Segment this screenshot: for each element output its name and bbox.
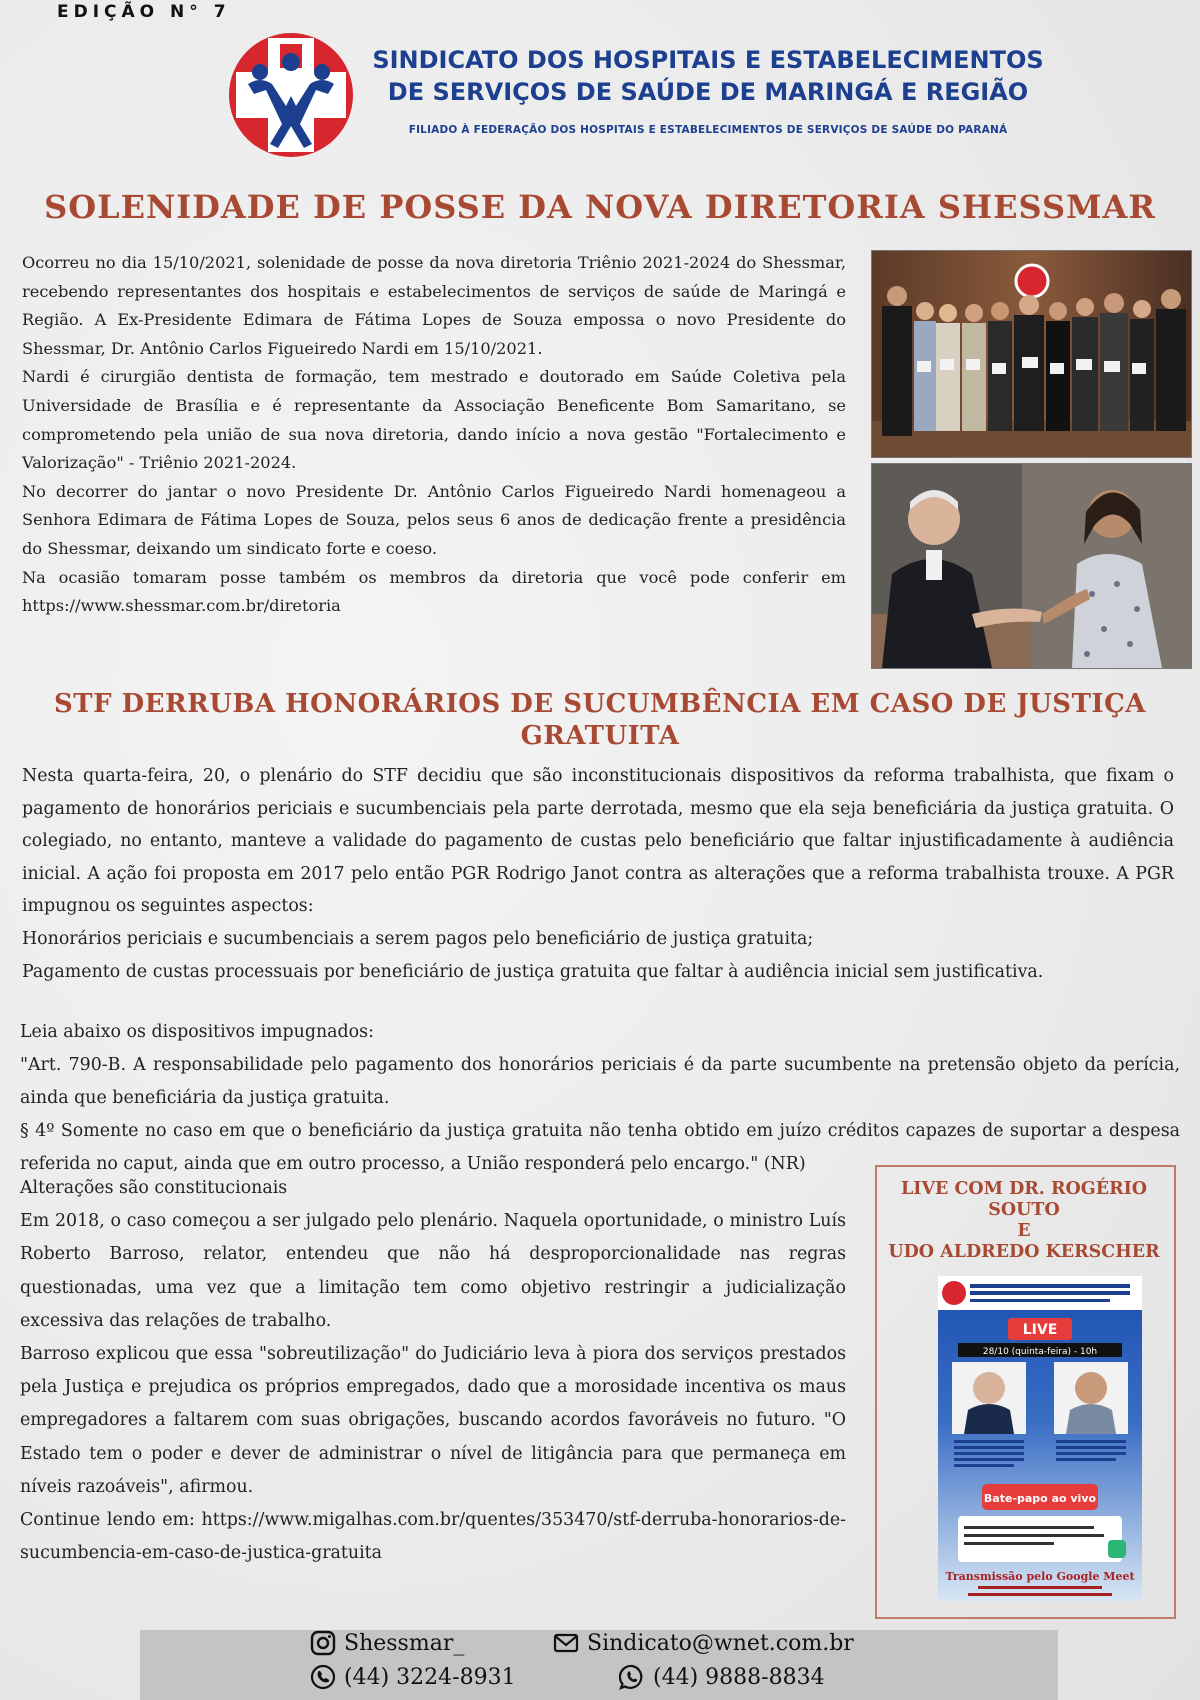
edition-label: EDIÇÃO N° 7 (57, 2, 231, 22)
mail-icon (553, 1630, 579, 1656)
email-contact[interactable] (553, 1630, 854, 1656)
article2-body-intro (22, 760, 1174, 988)
instagram-contact[interactable] (310, 1630, 464, 1656)
whatsapp-icon (619, 1664, 645, 1690)
article2-body-quote (20, 1016, 1180, 1181)
email-address: Sindicato@wnet.com.br (587, 1630, 854, 1656)
article2-paragraph: Em 2018, o caso começou a ser julgado pelo plenário. Naquela oportunidade, o ministro Luís Roberto Barroso, relator, entendeu que não há desproporcionalidade nas regras questionadas, uma vez que a limitação tem como objetivo restringir a judicialização excessiva das relações de trabalho. (20, 1211, 846, 1331)
live-title-line2: E (1017, 1221, 1031, 1241)
article1-title: SOLENIDADE DE POSSE DA NOVA DIRETORIA SHESSMAR (44, 188, 1156, 226)
live-poster[interactable] (938, 1276, 1142, 1601)
group-photo (871, 250, 1192, 458)
live-title-line1: LIVE COM DR. ROGÉRIO SOUTO (900, 1179, 1148, 1220)
article2-body-continued (20, 1172, 846, 1570)
article2-subheading: Alterações são constitucionais (20, 1178, 288, 1198)
poster-live-badge: LIVE (1022, 1322, 1058, 1338)
article1-paragraph: No decorrer do jantar o novo Presidente Dr. Antônio Carlos Figueiredo Nardi homenageou a Senhora Edimara de Fátima Lopes de Souza, pelos seus 6 anos de dedicação frente a presidência do Shessmar, deixando um sindicato forte e coeso. (22, 481, 846, 558)
org-affiliation: FILIADO À FEDERAÇÃO DOS HOSPITAIS E ESTABELECIMENTOS DE SERVIÇOS DE SAÚDE DO PARANÁ (408, 124, 1008, 136)
article2-paragraph: Pagamento de custas processuais por beneficiário de justiça gratuita que faltar à audiência inicial sem justificativa. (22, 961, 1044, 982)
handshake-photo (871, 463, 1192, 669)
article2-continue-link[interactable]: Continue lendo em: https://www.migalhas.com.br/quentes/353470/stf-derruba-honorarios-de-sucumbencia-em-caso-de-justica-gratuita (20, 1510, 846, 1564)
article2-title: STF DERRUBA HONORÁRIOS DE SUCUMBÊNCIA EM CASO DE JUSTIÇA GRATUITA (54, 689, 1146, 751)
org-name (358, 44, 1058, 108)
live-title-line3: UDO ALDREDO KERSCHER (888, 1242, 1160, 1262)
phone-number: (44) 3224-8931 (344, 1664, 516, 1690)
poster-date: 28/10 (quinta-feira) - 10h (982, 1347, 1098, 1357)
whatsapp-number: (44) 9888-8834 (653, 1664, 825, 1690)
article2-paragraph: Nesta quarta-feira, 20, o plenário do STF decidiu que são inconstitucionais dispositivos da reforma trabalhista, que fixam o pagamento de honorários periciais e sucumbenciais pela parte derrotada, mesmo que ela seja beneficiária da justiça gratuita. O colegiado, no entanto, manteve a validade do pagamento de custas pelo beneficiário que faltar injustificadamente à audiência inicial. A ação foi proposta em 2017 pelo então PGR Rodrigo Janot contra as alterações que a reforma trabalhista trouxe. A PGR impugnou os seguintes aspectos: (22, 766, 1174, 917)
instagram-icon (310, 1630, 336, 1656)
whatsapp-contact[interactable] (619, 1664, 825, 1690)
phone-icon (310, 1664, 336, 1690)
article2-paragraph: § 4º Somente no caso em que o beneficiário da justiça gratuita não tenha obtido em juízo créditos capazes de suportar a despesa referida no caput, ainda que em outro processo, a União responderá pelo encargo." (NR) (20, 1121, 1180, 1174)
article2-paragraph: Leia abaixo os dispositivos impugnados: (20, 1022, 374, 1042)
article1-paragraph: Na ocasião tomaram posse também os membros da diretoria que você pode conferir em https://www.shessmar.com.br/diretoria (22, 567, 846, 616)
union-logo (228, 32, 354, 158)
instagram-handle: Shessmar_ (344, 1630, 465, 1656)
org-name-line1: SINDICATO DOS HOSPITAIS E ESTABELECIMENTOS (372, 46, 1044, 74)
poster-platform: Transmissão pelo Google Meet (945, 1570, 1135, 1583)
article2-paragraph: "Art. 790-B. A responsabilidade pelo pagamento dos honorários periciais é da parte sucumbente na pretensão objeto da perícia, ainda que beneficiária da justiça gratuita. (20, 1055, 1180, 1108)
phone-contact[interactable] (310, 1664, 516, 1690)
article2-paragraph: Barroso explicou que essa "sobreutilização" do Judiciário leva à piora dos serviços prestados pela Justiça e prejudica os próprios empregados, dado que a morosidade incentiva os maus empregadores a faltarem com suas obrigações, buscando acordos favoráveis no futuro. "O Estado tem o poder e dever de administrar o nível de litigância para que permaneça em níveis razoáveis", afirmou. (20, 1344, 846, 1497)
live-title (880, 1179, 1168, 1263)
poster-chat-label: Bate-papo ao vivo (983, 1492, 1097, 1505)
article1-paragraph: Nardi é cirurgião dentista de formação, tem mestrado e doutorado em Saúde Coletiva pela Universidade de Brasília e é representante da Associação Beneficente Bom Samaritano, se comprometendo pela união de sua nova diretoria, dando início a nova gestão "Fortalecimento e Valorização" - Triênio 2021-2024. (22, 367, 846, 473)
article2-paragraph: Honorários periciais e sucumbenciais a serem pagos pelo beneficiário de justiça gratuita; (22, 928, 814, 949)
article1-body (22, 249, 846, 621)
article1-paragraph: Ocorreu no dia 15/10/2021, solenidade de posse da nova diretoria Triênio 2021-2024 do Shessmar, recebendo representantes dos hospitais e estabelecimentos de serviços de saúde de Maringá e Região. A Ex-Presidente Edimara de Fátima Lopes de Souza empossa o novo Presidente do Shessmar, Dr. Antônio Carlos Figueiredo Nardi em 15/10/2021. (22, 253, 846, 358)
org-name-line2: DE SERVIÇOS DE SAÚDE DE MARINGÁ E REGIÃO (387, 78, 1029, 106)
live-poster-graphic (938, 1276, 1142, 1601)
